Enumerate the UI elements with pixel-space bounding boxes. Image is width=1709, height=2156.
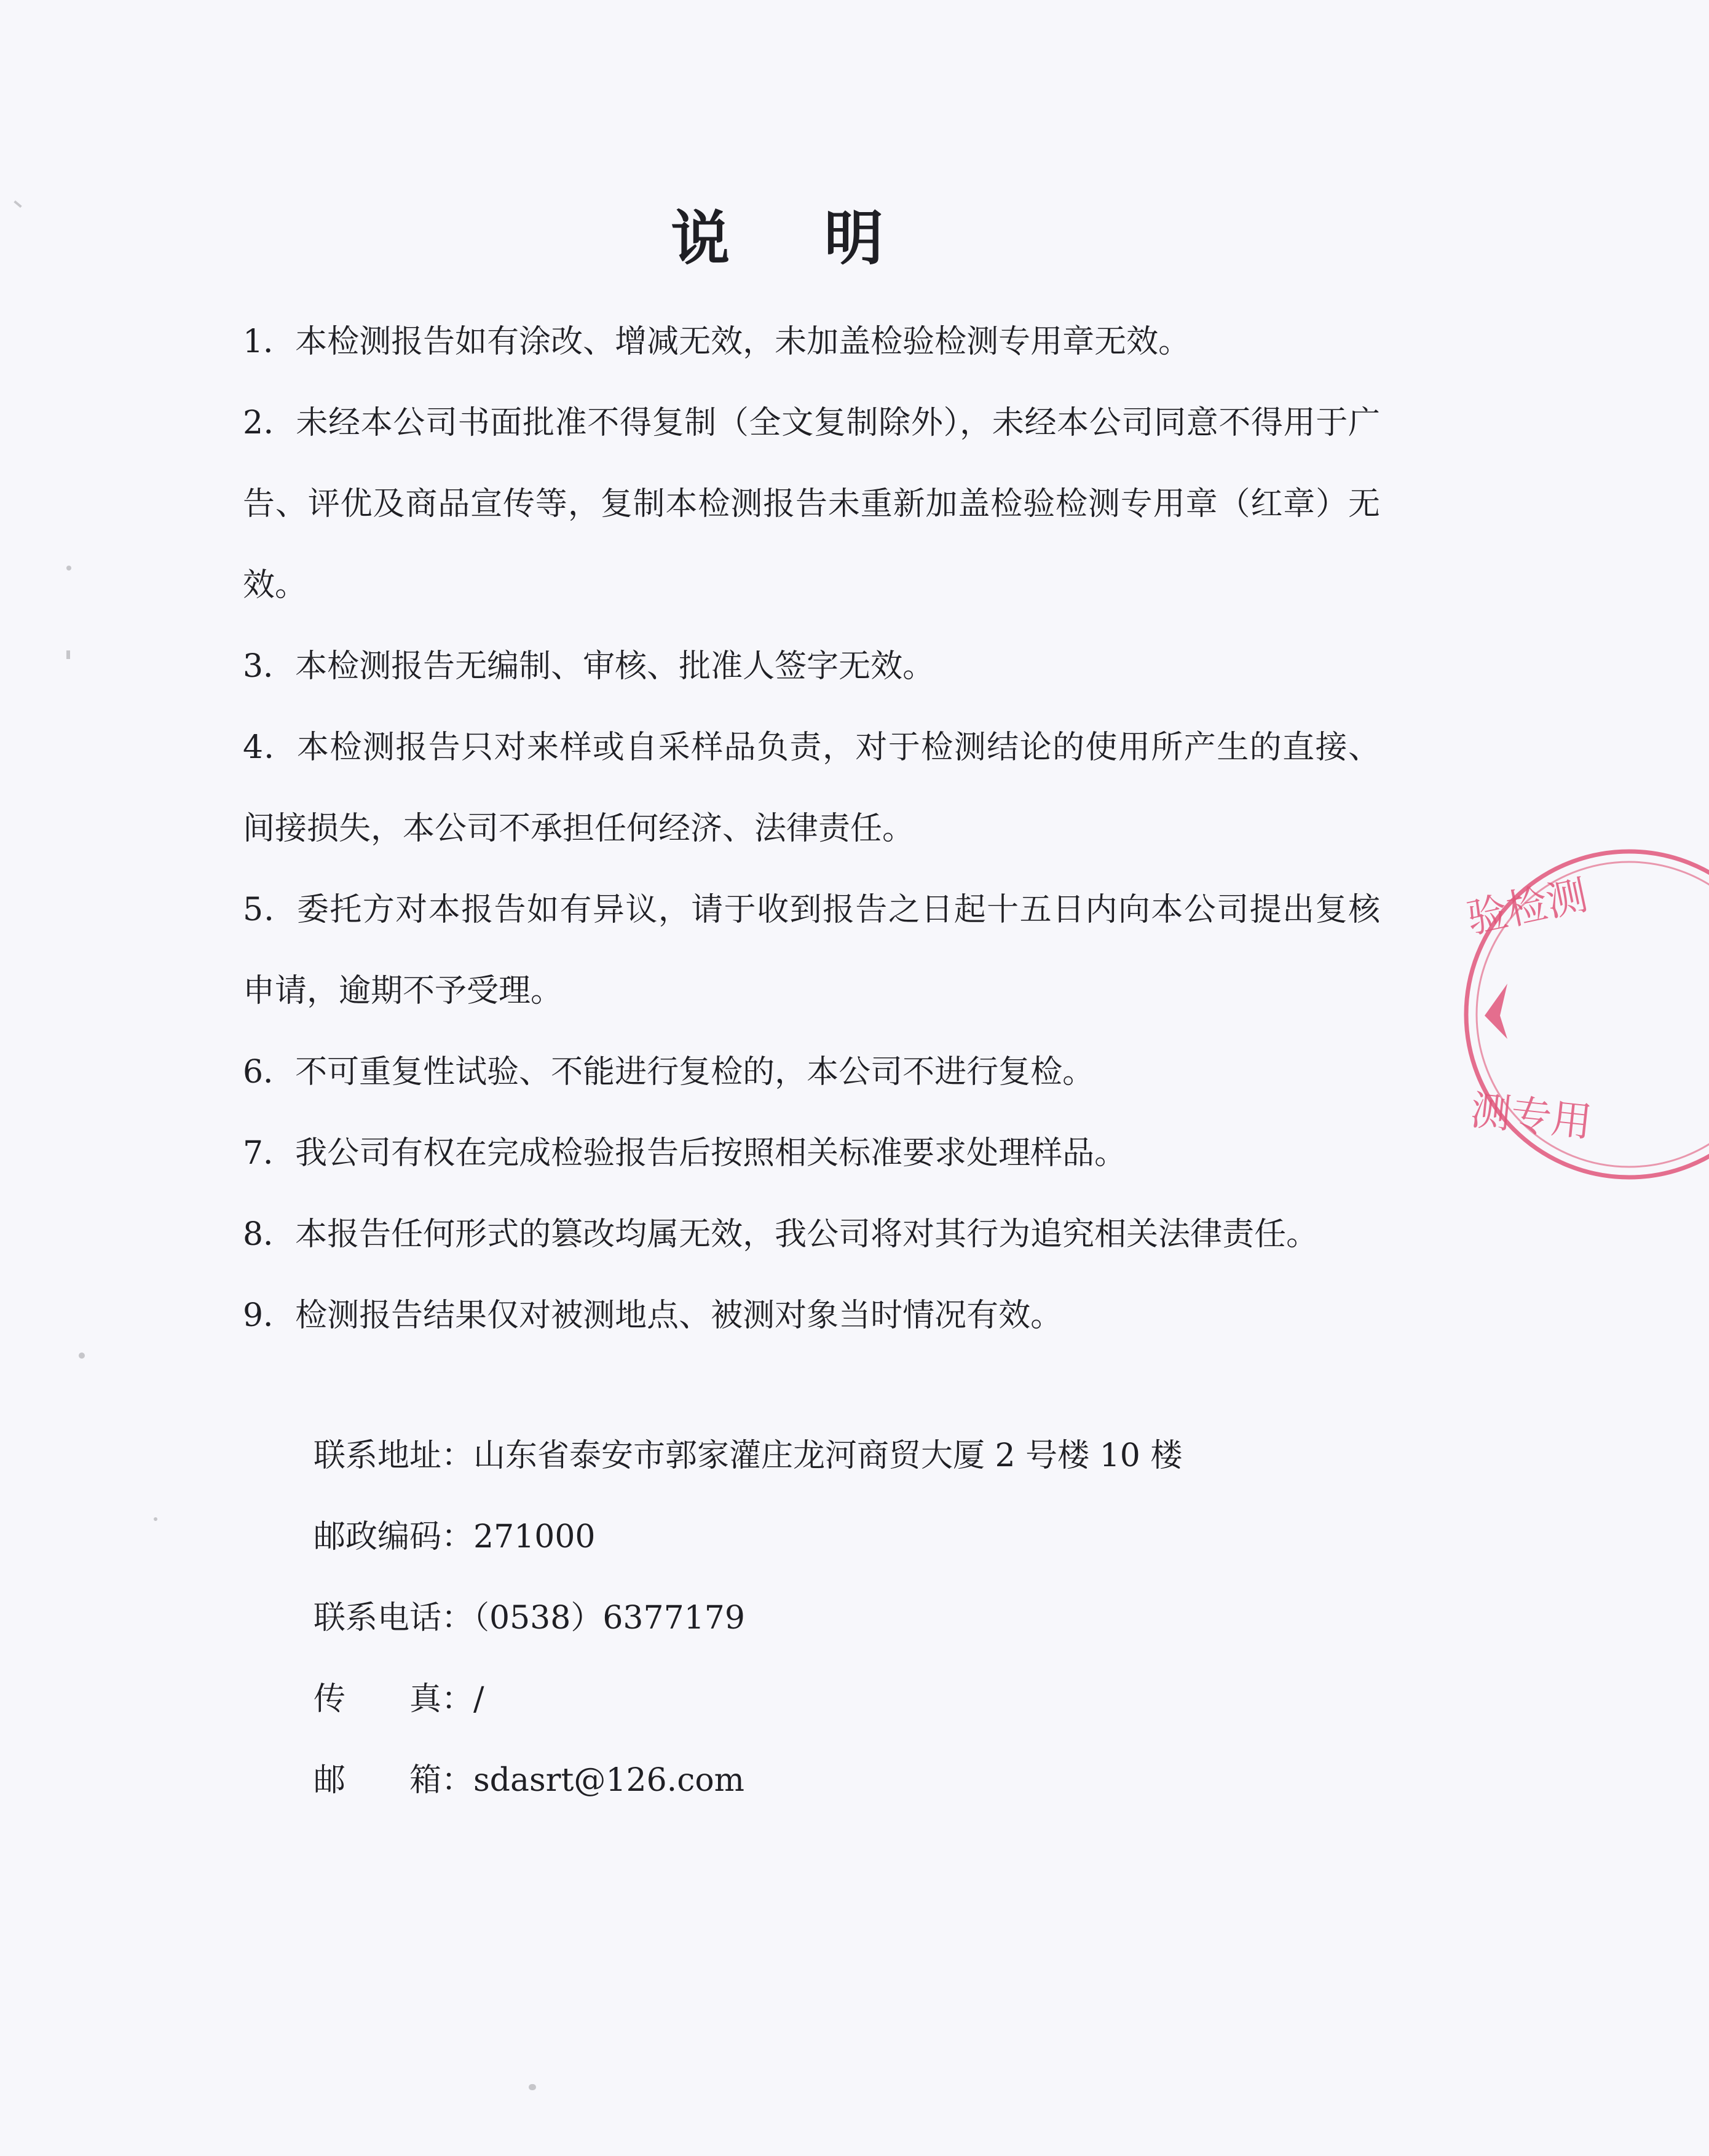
scan-mark: [154, 1517, 157, 1521]
clause-item: 6．不可重复性试验、不能进行复检的，本公司不进行复检。: [243, 1054, 1095, 1091]
scan-mark: [529, 2084, 536, 2090]
contact-postcode: 邮政编码：271000: [314, 1518, 596, 1555]
clause-item: 5．委托方对本报告如有异议，请于收到报告之日起十五日内向本公司提出复核申请，逾期不予受理。: [243, 891, 1380, 1009]
seal-icon: [1451, 842, 1709, 1187]
clause-item: 2．未经本公司书面批准不得复制（全文复制除外），未经本公司同意不得用于广告、评优及商品宣传等，复制本检测报告未重新加盖检验检测专用章（红章）无效。: [243, 405, 1380, 604]
scan-mark: [79, 1352, 85, 1359]
clause-item: 9．检测报告结果仅对被测地点、被测对象当时情况有效。: [243, 1297, 1063, 1334]
clause-list: [243, 301, 1380, 1356]
scan-mark: [66, 566, 71, 571]
clause-item: 3．本检测报告无编制、审核、批准人签字无效。: [243, 648, 935, 685]
scan-mark: [66, 650, 70, 659]
page-title: 说 明: [671, 204, 920, 273]
contact-info: [314, 1415, 1328, 1821]
contact-email: 邮 箱：sdasrt@126.com: [314, 1762, 744, 1799]
clause-item: 4．本检测报告只对来样或自采样品负责，对于检测结论的使用所产生的直接、间接损失，本公司不承担任何经济、法律责任。: [243, 729, 1380, 847]
clause-item: 7．我公司有权在完成检验报告后按照相关标准要求处理样品。: [243, 1135, 1127, 1172]
svg-text:验检测: 验检测: [1462, 871, 1592, 943]
clause-item: 8．本报告任何形式的篡改均属无效，我公司将对其行为追究相关法律责任。: [243, 1216, 1319, 1253]
svg-text:测专用: 测专用: [1468, 1086, 1595, 1147]
clause-item: 1．本检测报告如有涂改、增减无效，未加盖检验检测专用章无效。: [243, 323, 1191, 360]
red-stamp-seal: [1451, 842, 1595, 1187]
contact-address: 联系地址：山东省泰安市郭家灌庄龙河商贸大厦 2 号楼 10 楼: [314, 1437, 1183, 1474]
contact-fax: 传 真：/: [314, 1681, 484, 1718]
contact-phone: 联系电话：（0538）6377179: [314, 1600, 745, 1637]
